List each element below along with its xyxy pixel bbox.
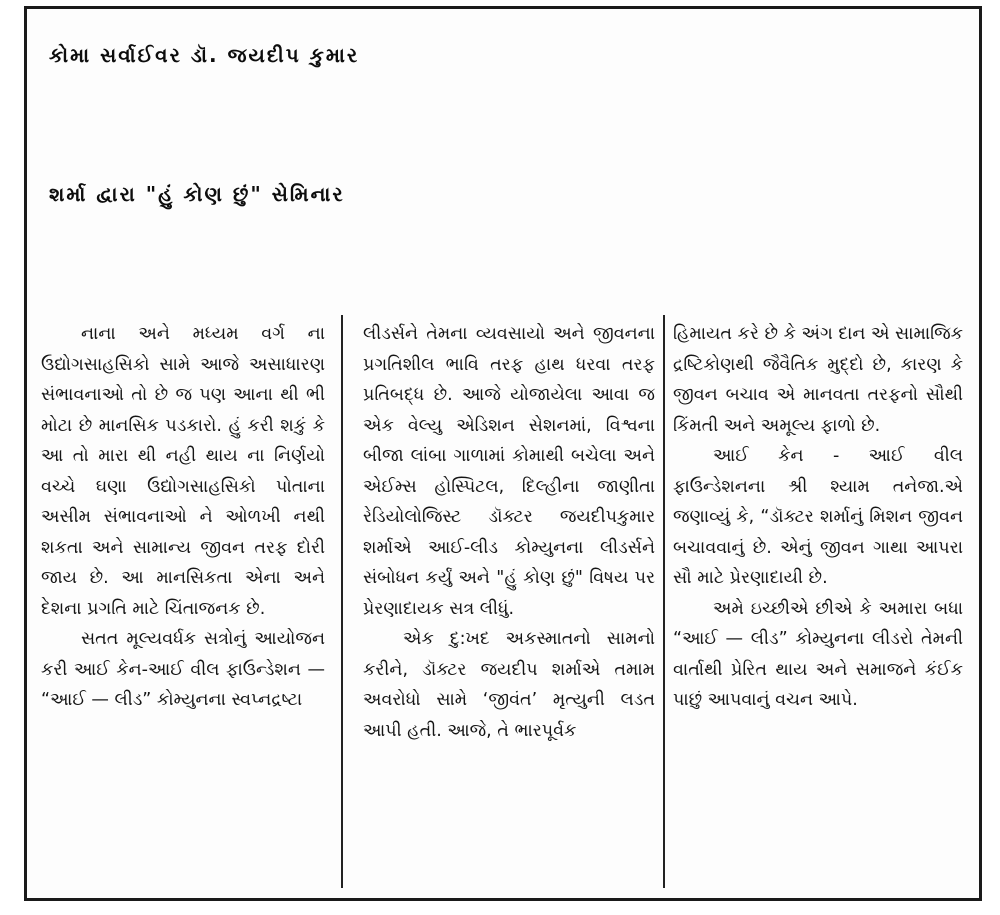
article-column-2 (363, 319, 655, 888)
headline-line-1: કોમા સર્વાઈવર ડૉ. જયદીપ કુમાર (49, 43, 360, 67)
column-divider-2 (663, 315, 665, 888)
article-column-1 (41, 319, 325, 888)
article-column-3 (673, 319, 963, 888)
column-3-paragraph-1: હિમાયત કરે છે કે અંગ દાન એ સામાજિક દ્રષ્ટિકોણથી જૈવૈતિક મુદ્દો છે, કારણ કે જીવન બચાવ એ માનવતા તરફનો સૌથી કિંમતી અને અમૂલ્ય ફાળો છે. (673, 324, 963, 436)
column-1-paragraph-1: નાના અને મધ્યમ વર્ગ ના ઉદ્યોગસાહસિકો સામે આજે અસાધારણ સંભાવનાઓ તો છે જ પણ આના થી ભી મોટા છે માનસિક પડકારો. હું કરી શકું કે આ તો મારા થી નહી થાય ના નિર્ણયો વચ્ચે ઘણા ઉદ્યોગસાહસિકો પોતાના અસીમ સંભાવનાઓ ને ઓળખી નથી શકતા અને સામાન્ય જીવન તરફ દોરી જાય છે. આ માનસિકતા એના અને દેશના પ્રગતિ માટે ચિંતાજનક છે. (41, 324, 325, 619)
column-3-paragraph-3: અમે ઇચ્છીએ છીએ કે અમારા બધા “આઈ — લીડ” કોમ્યુનના લીડરો તેમની વાર્તાથી પ્રેરિત થાય અને સમાજને કંઈક પાછું આપવાનું વચન આપે. (673, 598, 963, 710)
column-2-paragraph-2: એક દુ:ખદ અકસ્માતનો સામનો કરીને, ડૉક્ટર જયદીપ શર્માએ તમામ અવરોધો સામે ‘જીવંત’ મૃત્યુની લડત આપી હતી. આજે, તે ભારપૂર્વક (363, 629, 655, 741)
column-divider-1 (341, 315, 343, 888)
column-2-paragraph-1: લીડર્સને તેમના વ્યવસાયો અને જીવનના પ્રગતિશીલ ભાવિ તરફ હાથ ધરવા તરફ પ્રતિબદ્ધ છે. આજે યોજાયેલા આવા જ એક વેલ્યુ એડિશન સેશનમાં, વિશ્વના બીજા લાંબા ગાળામાં કોમાથી બચેલા અને એઈમ્સ હોસ્પિટલ, દિલ્હીના જાણીતા રેડિયોલોજિસ્ટ ડૉક્ટર જયદીપકુમાર શર્માએ આઈ-લીડ કોમ્યુનના લીડર્સને સંબોધન કર્યું અને "હું કોણ છું" વિષય પર પ્રેરણાદાયક સત્ર લીધું. (363, 324, 655, 619)
headline-line-2: શર્મા દ્વારા "હું કોણ છું" સેમિનાર (49, 182, 345, 206)
newspaper-clipping (24, 6, 982, 901)
column-3-paragraph-2: આઈ કેન - આઈ વીલ ફાઉન્ડેશનના શ્રી શ્યામ તનેજા.એ જણાવ્યું કે, “ડૉક્ટર શર્માનું મિશન જીવન બચાવવાનું છે. એનું જીવન ગાથા આપરા સૌ માટે પ્રેરણાદાયી છે. (673, 446, 963, 588)
column-1-paragraph-2: સતત મૂલ્યવર્ધક સત્રોનું આયોજન કરી આઈ કેન-આઈ વીલ ફાઉન્ડેશન — “આઈ — લીડ” કોમ્યુનના સ્વપ્નદ્રષ્ટા (41, 629, 325, 710)
